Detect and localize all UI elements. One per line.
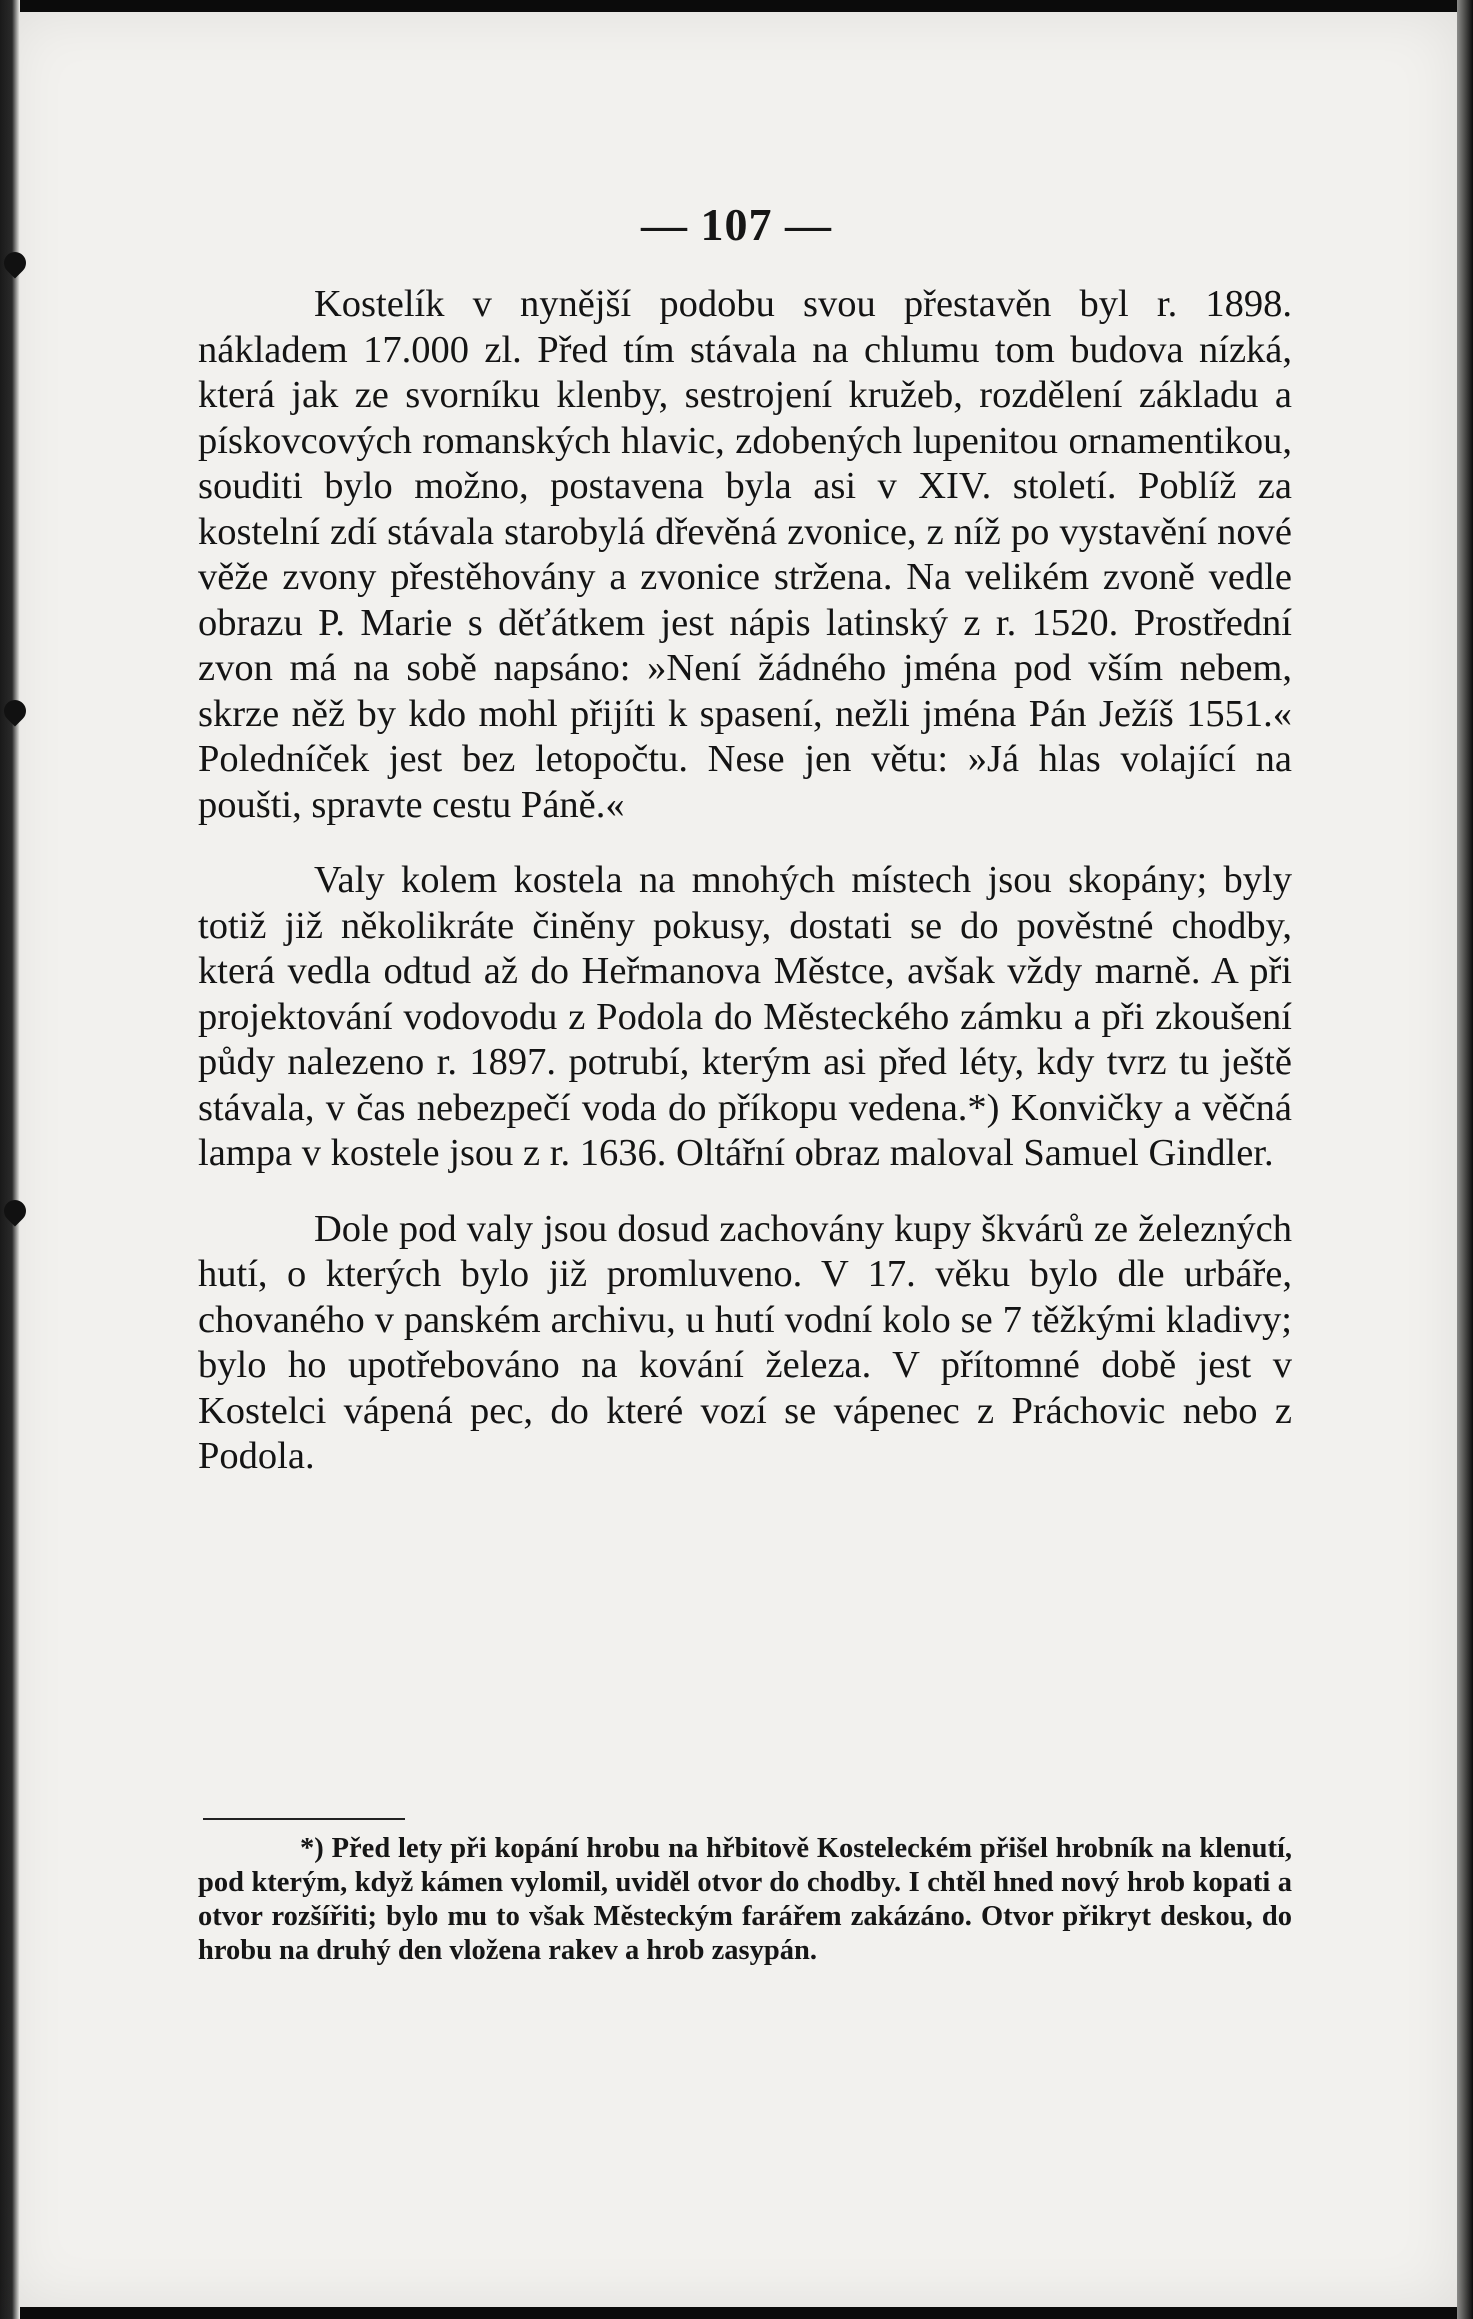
footnote-text: *) Před lety při kopání hrobu na hřbitově Kosteleckém přišel hrobník na klenutí, pod kterým, když kámen vylomil, uviděl otvor do chodby. I chtěl hned nový hrob kopati a otvor rozšířiti; bylo mu to však Městeckým farářem zakázáno. Otvor přikryt deskou, do hrobu na druhý den vložena rakev a hrob zasypán. xyxy=(198,1833,1292,1966)
footnote-rule xyxy=(203,1818,405,1820)
scan-binding-edge xyxy=(0,0,20,2319)
page-number: — 107 — xyxy=(641,199,832,250)
scan-right-edge xyxy=(1457,0,1473,2319)
body-text xyxy=(198,282,1292,1480)
footnote xyxy=(198,1832,1292,1968)
paragraph-2: Valy kolem kostela na mnohých místech jsou skopány; byly totiž již několikráte činěny pokusy, dostati se do pověstné chodby, která vedla odtud až do Heřmanova Městce, avšak vždy marně. A při projektování vodovodu z Podola do Městeckého zámku a při zkoušení půdy nalezeno r. 1897. potrubí, kterým asi před léty, kdy tvrz tu ještě stávala, v čas nebezpečí voda do příkopu vedena.*) Konvičky a věčná lampa v kostele jsou z r. 1636. Oltářní obraz maloval Samuel Gindler. xyxy=(198,859,1292,1174)
paragraph-1: Kostelík v nynější podobu svou přestavěn byl r. 1898. nákladem 17.000 zl. Před tím stávala na chlumu tom budova nízká, která jak ze svorníku klenby, sestrojení kružeb, rozdělení základu a pískovcových romanských hlavic, zdobených lupenitou ornamentikou, souditi bylo možno, postavena byla asi v XIV. století. Poblíž za kostelní zdí stávala starobylá dřevěná zvonice, z níž po vystavění nové věže zvony přestěhovány a zvonice stržena. Na velikém zvoně vedle obrazu P. Marie s děťátkem jest nápis latinský z r. 1520. Prostřední zvon má na sobě napsáno: »Není žádného jména pod vším nebem, skrze něž by kdo mohl přijíti k spasení, nežli jména Pán Ježíš 1551.« Poledníček jest bez letopočtu. Nese jen větu: »Já hlas volající na poušti, spravte cestu Páně.« xyxy=(198,283,1292,826)
paragraph-3: Dole pod valy jsou dosud zachovány kupy škvárů ze železných hutí, o kterých bylo již promluveno. V 17. věku bylo dle urbáře, chovaného v panském archivu, u hutí vodní kolo se 7 těžkými kladivy; bylo ho upotřebováno na kování železa. V přítomné době jest v Kostelci vápená pec, do které vozí se vápenec z Práchovic nebo z Podola. xyxy=(198,1207,1292,1477)
